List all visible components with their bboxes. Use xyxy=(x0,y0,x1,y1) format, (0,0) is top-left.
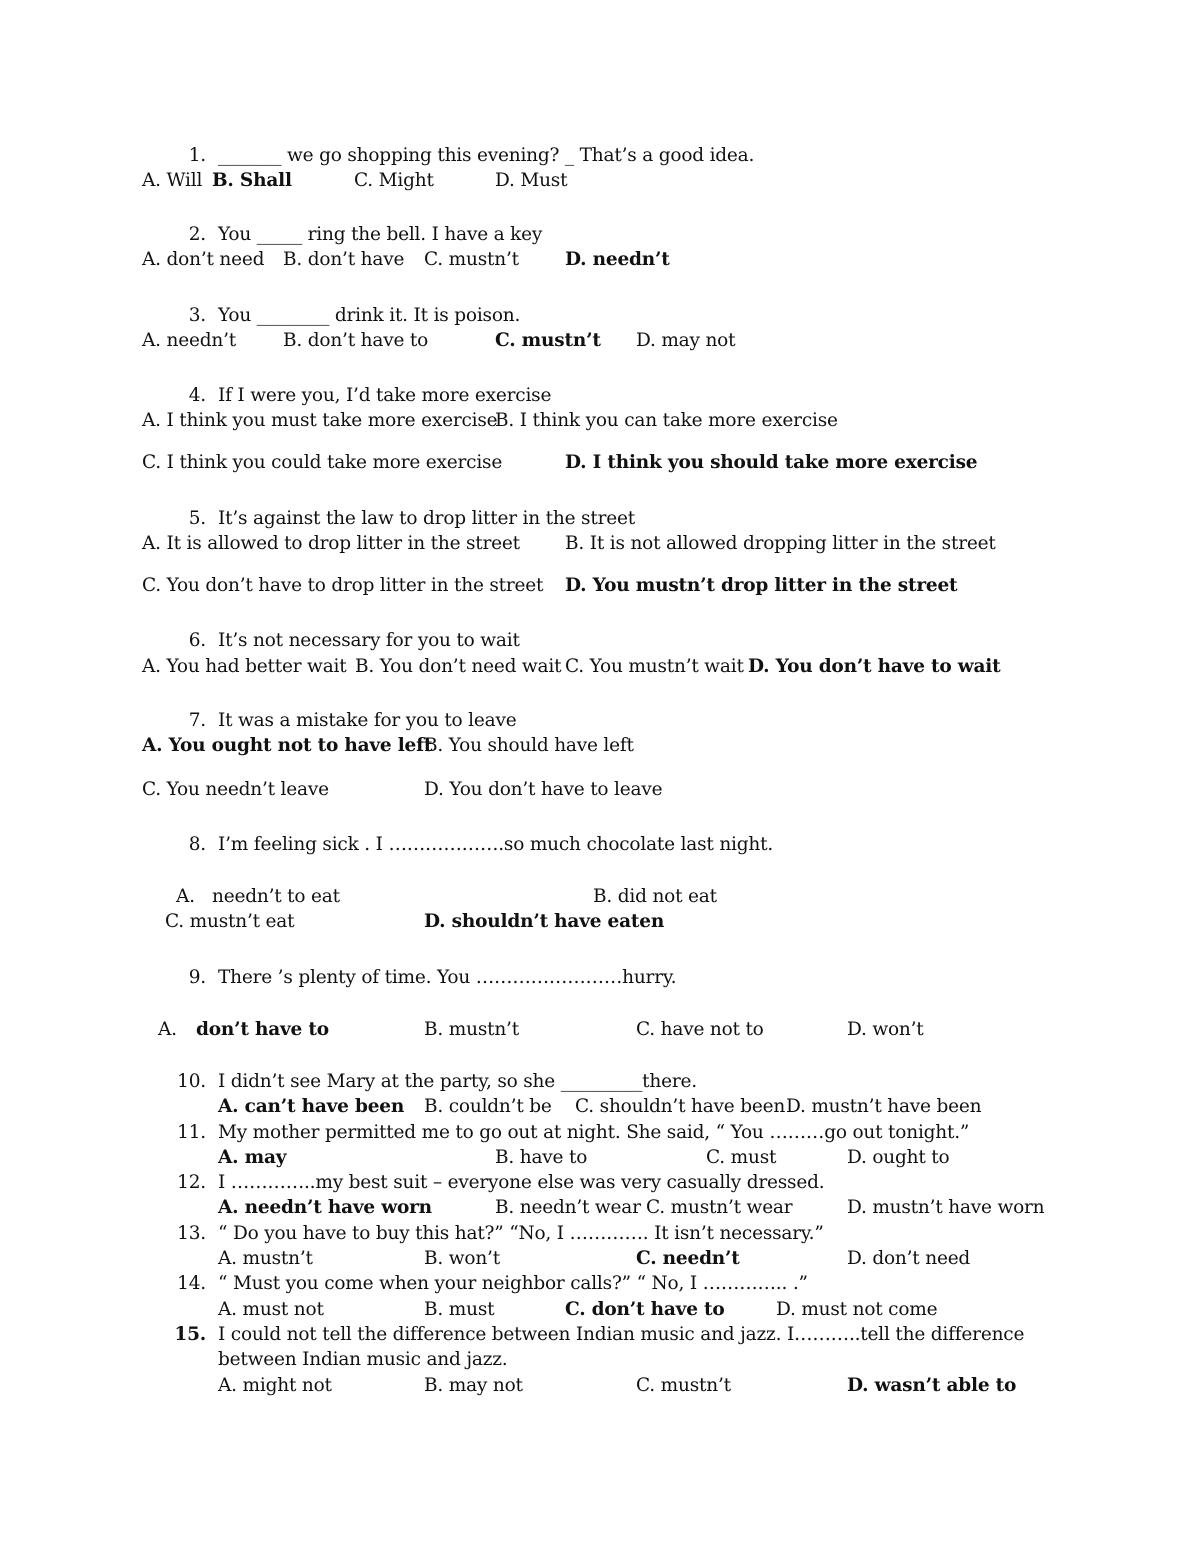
option-9a-letter: A. xyxy=(158,1019,177,1040)
option-4d-answer: D. I think you should take more exercise xyxy=(565,452,978,473)
question-14 xyxy=(174,1272,808,1296)
option-7c: C. You needn’t leave xyxy=(142,779,329,800)
option-5c: C. You don’t have to drop litter in the street xyxy=(142,575,544,596)
question-stem: _______ we go shopping this evening? _ That’s a good idea. xyxy=(218,145,755,166)
option-9b: B. mustn’t xyxy=(424,1019,519,1040)
option-10b: B. couldn’t be xyxy=(424,1096,552,1117)
option-1a: A. Will xyxy=(142,170,203,191)
option-8a: needn’t to eat xyxy=(212,886,340,907)
option-3c-answer: C. mustn’t xyxy=(495,330,601,351)
question-13 xyxy=(174,1222,824,1246)
question-number: 14. xyxy=(177,1273,206,1294)
option-4a: A. I think you must take more exercise xyxy=(142,410,498,431)
option-14a: A. must not xyxy=(218,1299,324,1320)
question-stem: “ Do you have to buy this hat?” “No, I …………. It isn’t necessary.” xyxy=(218,1223,824,1244)
question-number: 2. xyxy=(188,224,206,245)
question-number: 13. xyxy=(177,1223,206,1244)
option-3b: B. don’t have to xyxy=(283,330,429,351)
question-3 xyxy=(174,304,520,328)
option-12b: B. needn’t wear xyxy=(495,1197,641,1218)
question-number: 15. xyxy=(174,1324,206,1345)
question-number: 6. xyxy=(188,630,206,651)
question-number: 9. xyxy=(188,967,206,988)
option-13a: A. mustn’t xyxy=(218,1248,313,1269)
option-13b: B. won’t xyxy=(424,1248,500,1269)
question-6 xyxy=(174,629,520,653)
option-7b: B. You should have left xyxy=(424,735,634,756)
question-number: 8. xyxy=(188,834,206,855)
option-2c: C. mustn’t xyxy=(424,249,519,270)
question-number: 1. xyxy=(188,145,206,166)
question-11 xyxy=(174,1121,969,1145)
question-15 xyxy=(174,1323,1024,1347)
option-11d: D. ought to xyxy=(847,1147,950,1168)
option-12a-answer: A. needn’t have worn xyxy=(218,1197,432,1218)
option-3a: A. needn’t xyxy=(142,330,237,351)
option-11b: B. have to xyxy=(495,1147,588,1168)
option-2a: A. don’t need xyxy=(142,249,265,270)
question-stem: It was a mistake for you to leave xyxy=(218,710,517,731)
question-stem: I could not tell the difference between Indian music and jazz. I………..tell the difference xyxy=(218,1324,1025,1345)
question-9 xyxy=(174,966,676,990)
option-12d: D. mustn’t have worn xyxy=(847,1197,1045,1218)
option-14c-answer: C. don’t have to xyxy=(565,1299,725,1320)
option-12c: C. mustn’t wear xyxy=(646,1197,793,1218)
option-5b: B. It is not allowed dropping litter in the street xyxy=(565,533,996,554)
option-2d-answer: D. needn’t xyxy=(565,249,670,270)
option-1b-answer: B. Shall xyxy=(212,170,292,191)
option-6d-answer: D. You don’t have to wait xyxy=(748,656,1001,677)
option-14b: B. must xyxy=(424,1299,495,1320)
question-stem: My mother permitted me to go out at night. She said, “ You ………go out tonight.” xyxy=(218,1122,970,1143)
option-7d: D. You don’t have to leave xyxy=(424,779,663,800)
question-number: 11. xyxy=(177,1122,206,1143)
question-stem: I’m feeling sick . I ……………….so much chocolate last night. xyxy=(218,834,774,855)
option-9c: C. have not to xyxy=(636,1019,764,1040)
question-4 xyxy=(174,384,551,408)
question-stem: You _____ ring the bell. I have a key xyxy=(218,224,543,245)
question-number: 5. xyxy=(188,508,206,529)
question-stem: It’s not necessary for you to wait xyxy=(218,630,520,651)
question-stem: If I were you, I’d take more exercise xyxy=(218,385,552,406)
option-8d-answer: D. shouldn’t have eaten xyxy=(424,911,665,932)
question-stem: It’s against the law to drop litter in the street xyxy=(218,508,635,529)
option-6a: A. You had better wait xyxy=(142,656,347,677)
option-5d-answer: D. You mustn’t drop litter in the street xyxy=(565,575,958,596)
option-10a-answer: A. can’t have been xyxy=(218,1096,405,1117)
option-4c: C. I think you could take more exercise xyxy=(142,452,503,473)
option-14d: D. must not come xyxy=(776,1299,938,1320)
option-8a-letter: A. xyxy=(176,886,195,907)
option-1c: C. Might xyxy=(354,170,434,191)
question-1 xyxy=(174,144,754,168)
option-9d: D. won’t xyxy=(847,1019,924,1040)
option-8b: B. did not eat xyxy=(593,886,717,907)
option-6c: C. You mustn’t wait xyxy=(565,656,744,677)
option-11c: C. must xyxy=(706,1147,777,1168)
option-8c: C. mustn’t eat xyxy=(165,911,295,932)
question-10 xyxy=(174,1070,697,1094)
question-stem: There ’s plenty of time. You ……………………hurry. xyxy=(218,967,677,988)
question-stem: I didn’t see Mary at the party, so she _________there. xyxy=(218,1071,697,1092)
question-2 xyxy=(174,223,542,247)
question-stem: You ________ drink it. It is poison. xyxy=(218,305,521,326)
option-15d-answer: D. wasn’t able to xyxy=(847,1375,1017,1396)
question-stem: “ Must you come when your neighbor calls?” “ No, I ………….. .” xyxy=(218,1273,808,1294)
option-5a: A. It is allowed to drop litter in the street xyxy=(142,533,520,554)
question-8 xyxy=(174,833,773,857)
option-4b: B. I think you can take more exercise xyxy=(495,410,838,431)
option-15a: A. might not xyxy=(218,1375,332,1396)
option-15c: C. mustn’t xyxy=(636,1375,731,1396)
option-6b: B. You don’t need wait xyxy=(355,656,562,677)
question-number: 10. xyxy=(177,1071,206,1092)
question-5 xyxy=(174,507,635,531)
question-number: 4. xyxy=(188,385,206,406)
question-number: 3. xyxy=(188,305,206,326)
option-11a-answer: A. may xyxy=(218,1147,287,1168)
option-10c: C. shouldn’t have been xyxy=(575,1096,786,1117)
question-number: 7. xyxy=(188,710,206,731)
question-12 xyxy=(174,1171,824,1195)
option-13d: D. don’t need xyxy=(847,1248,971,1269)
option-1d: D. Must xyxy=(495,170,568,191)
question-stem: I …………..my best suit – everyone else was very casually dressed. xyxy=(218,1172,825,1193)
question-7 xyxy=(174,709,516,733)
option-13c-answer: C. needn’t xyxy=(636,1248,740,1269)
option-15b: B. may not xyxy=(424,1375,523,1396)
option-3d: D. may not xyxy=(636,330,736,351)
option-7a-answer: A. You ought not to have left xyxy=(142,735,433,756)
option-9a-answer: don’t have to xyxy=(196,1019,329,1040)
option-10d: D. mustn’t have been xyxy=(786,1096,982,1117)
question-number: 12. xyxy=(177,1172,206,1193)
question-15-stem-continued: between Indian music and jazz. xyxy=(218,1349,508,1370)
option-2b: B. don’t have xyxy=(283,249,405,270)
